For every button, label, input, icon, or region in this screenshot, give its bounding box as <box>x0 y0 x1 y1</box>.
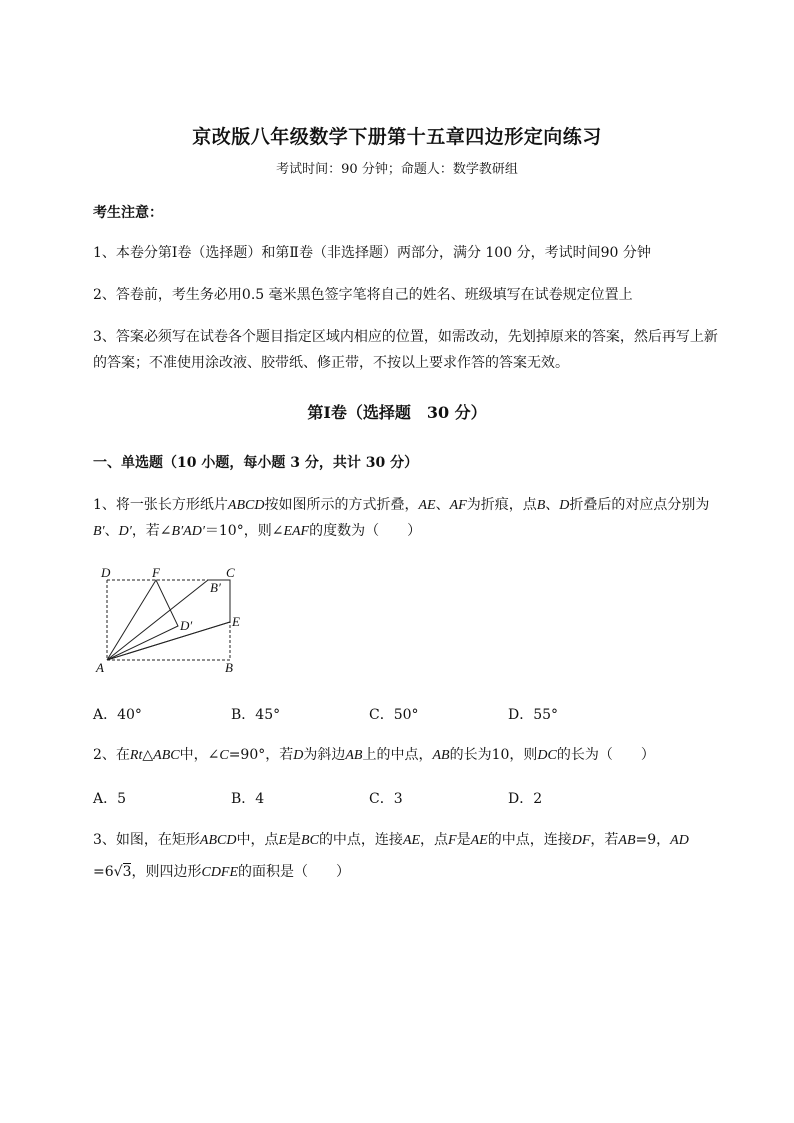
section-title: 第Ⅰ卷（选择题 30 分） <box>307 403 487 422</box>
part-heading: 一、单选题（10 小题，每小题 3 分，共计 30 分） <box>93 455 419 471</box>
question-2-option-d[interactable]: D．2 <box>508 791 543 807</box>
question-3-line-1: 3、如图，在矩形ABCD中，点E是BC的中点，连接AE，点F是AE的中点，连接DF，若AB=9，AD <box>93 832 689 848</box>
label-d-prime: D′ <box>180 618 193 633</box>
question-1-option-d[interactable]: D．55° <box>508 707 559 723</box>
page-title: 京改版八年级数学下册第十五章四边形定向练习 <box>192 126 602 148</box>
page-subtitle: 考试时间：90 分钟；命题人：数学教研组 <box>276 162 518 177</box>
question-2-text: 2、在Rt△ABC中，∠C=90°，若D为斜边AB上的中点，AB的长为10，则DC的长为（ ） <box>93 747 655 763</box>
notice-item-1: 1、本卷分第Ⅰ卷（选择题）和第Ⅱ卷（非选择题）两部分，满分 100 分，考试时间90 分钟 <box>93 245 651 261</box>
crease-ae <box>107 622 230 660</box>
question-3-line-2: =6√3，则四边形CDFE的面积是（ ） <box>93 864 351 880</box>
question-1-option-b[interactable]: B．45° <box>231 707 281 723</box>
label-c: C <box>226 565 235 580</box>
notice-item-3-line-1: 3、答案必须写在试卷各个题目指定区域内相应的位置，如需改动，先划掉原来的答案，然后再写上新 <box>93 329 718 345</box>
sqrt-radicand: 3 <box>122 864 132 880</box>
label-e: E <box>232 614 240 629</box>
sqrt-symbol: √ <box>113 864 123 880</box>
label-d: D <box>101 565 111 580</box>
question-1-line-2: B′、D′，若∠B′AD′＝10°，则∠EAF的度数为（ ） <box>93 523 422 539</box>
question-2-option-b[interactable]: B．4 <box>231 791 265 807</box>
notice-heading: 考生注意： <box>93 205 163 221</box>
question-1-figure <box>90 560 260 680</box>
label-b: B <box>225 660 233 675</box>
label-b-prime: B′ <box>210 580 221 595</box>
question-1-line-1: 1、将一张长方形纸片ABCD按如图所示的方式折叠，AE、AF为折痕，点B、D折叠后的对应点分别为 <box>93 497 710 513</box>
question-2-option-a[interactable]: A．5 <box>93 791 127 807</box>
question-2-option-c[interactable]: C．3 <box>369 791 403 807</box>
label-f: F <box>152 565 160 580</box>
question-1-option-a[interactable]: A．40° <box>93 707 142 723</box>
notice-item-2: 2、答卷前，考生务必用0.5 毫米黑色签字笔将自己的姓名、班级填写在试卷规定位置上 <box>93 287 633 303</box>
notice-item-3-line-2: 的答案；不准使用涂改液、胶带纸、修正带，不按以上要求作答的答案无效。 <box>93 355 569 371</box>
label-a: A <box>96 660 104 675</box>
folded-triangle-adf <box>107 580 178 660</box>
question-1-option-c[interactable]: C．50° <box>369 707 419 723</box>
